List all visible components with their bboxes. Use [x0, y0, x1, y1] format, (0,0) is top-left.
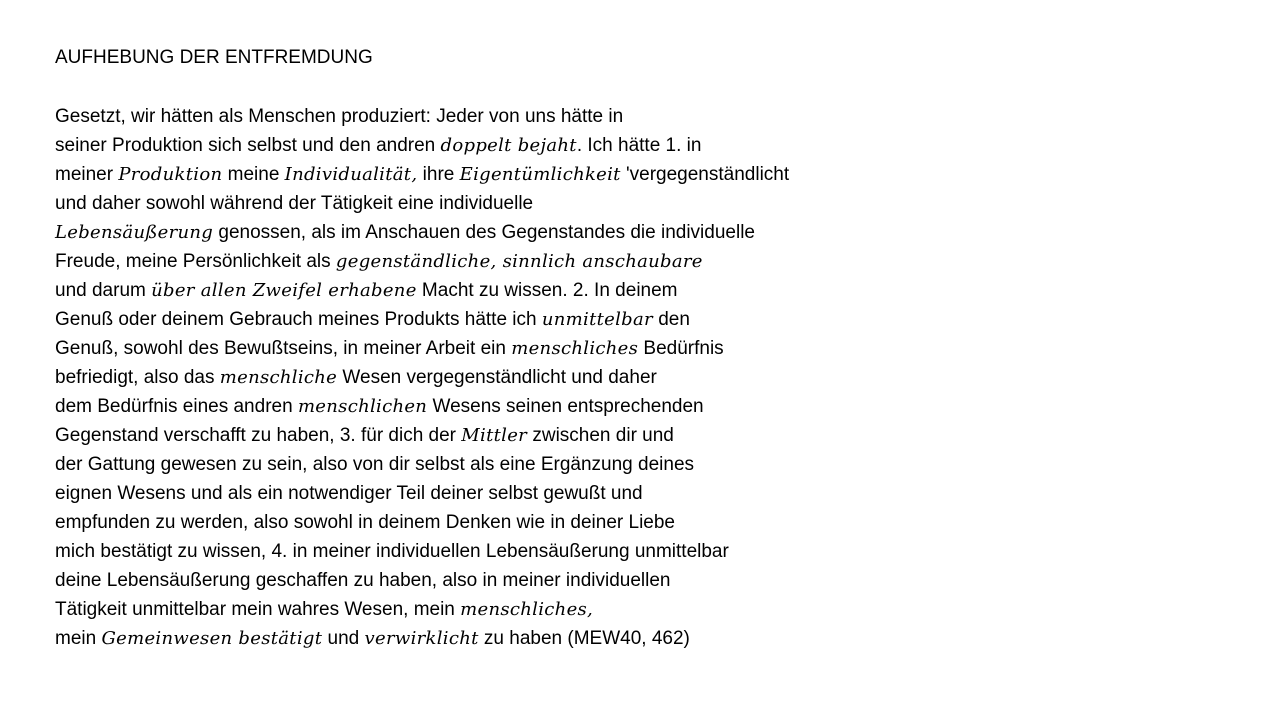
text-segment: . Ich hätte 1. in — [576, 135, 702, 156]
text-line — [55, 421, 1235, 450]
text-segment: und darum — [55, 280, 152, 301]
text-line — [55, 276, 1235, 305]
text-segment: der Gattung gewesen zu sein, also von dir selbst als eine Ergänzung deines — [55, 454, 695, 475]
text-segment: den — [652, 309, 690, 330]
text-segment: dem Bedürfnis eines andren — [55, 396, 298, 417]
text-segment: mein — [55, 628, 102, 649]
text-line — [55, 131, 1235, 160]
emphasized-text: Gemeinwesen bestätigt — [101, 628, 323, 649]
text-line — [55, 363, 1235, 392]
text-segment: Freude, meine Persönlichkeit als — [55, 251, 336, 272]
text-line — [55, 160, 1235, 189]
emphasized-text: unmittelbar — [541, 309, 653, 330]
text-line — [55, 479, 1235, 508]
text-line — [55, 508, 1235, 537]
emphasized-text: menschliches, — [460, 599, 594, 620]
text-segment: ihre — [417, 164, 460, 185]
text-segment: meine — [222, 164, 285, 185]
text-line — [55, 392, 1235, 421]
text-segment: Wesen vergegenständlicht und daher — [337, 367, 657, 388]
text-segment: Tätigkeit unmittelbar mein wahres Wesen, mein — [55, 599, 461, 620]
text-segment: empfunden zu werden, also sowohl in deinem Denken wie in deiner Liebe — [55, 512, 675, 533]
text-segment: Gegenstand verschafft zu haben, 3. für dich der — [55, 425, 462, 446]
text-segment: und — [322, 628, 365, 649]
emphasized-text: gegenständliche, sinnlich anschaubare — [335, 251, 703, 272]
text-segment: seiner Produktion sich selbst und den andren — [55, 135, 441, 156]
text-segment: befriedigt, also das — [55, 367, 220, 388]
text-line — [55, 566, 1235, 595]
emphasized-text: verwirklicht — [364, 628, 479, 649]
text-line — [55, 218, 1235, 247]
text-line — [55, 537, 1235, 566]
quote-body — [55, 102, 1235, 653]
text-segment: Wesens seinen entsprechenden — [427, 396, 704, 417]
text-line — [55, 595, 1235, 624]
text-segment: meiner — [55, 164, 119, 185]
text-segment: Genuß, sowohl des Bewußtseins, in meiner Arbeit ein — [55, 338, 512, 359]
emphasized-text: Produktion — [118, 164, 223, 185]
emphasized-text: Mittler — [461, 425, 528, 446]
emphasized-text: menschliches — [511, 338, 639, 359]
text-segment: Macht zu wissen. 2. In deinem — [416, 280, 678, 301]
text-line — [55, 334, 1235, 363]
text-segment: 'vergegenständlicht — [620, 164, 790, 185]
text-line — [55, 305, 1235, 334]
text-segment: mich bestätigt zu wissen, 4. in meiner individuellen Lebensäußerung unmittelbar — [55, 541, 729, 562]
text-segment: zwischen dir und — [527, 425, 674, 446]
emphasized-text: Eigentümlichkeit — [459, 164, 621, 185]
text-line — [55, 189, 1235, 218]
text-line — [55, 450, 1235, 479]
text-segment: zu haben (MEW40, 462) — [478, 628, 690, 649]
emphasized-text: Individualität, — [284, 164, 418, 185]
page-title: AUFHEBUNG DER ENTFREMDUNG — [55, 47, 373, 68]
text-segment: und daher sowohl während der Tätigkeit eine individuelle — [55, 193, 534, 214]
text-line — [55, 624, 1235, 653]
text-segment: Bedürfnis — [638, 338, 724, 359]
text-line — [55, 102, 1235, 131]
text-segment: deine Lebensäußerung geschaffen zu haben, also in meiner individuellen — [55, 570, 671, 591]
text-segment: eignen Wesens und als ein notwendiger Teil deiner selbst gewußt und — [55, 483, 643, 504]
text-segment: Gesetzt, wir hätten als Menschen produziert: Jeder von uns hätte in — [55, 106, 624, 127]
emphasized-text: menschlichen — [297, 396, 428, 417]
text-segment: genossen, als im Anschauen des Gegenstandes die individuelle — [213, 222, 755, 243]
emphasized-text: doppelt bejaht — [440, 135, 577, 156]
emphasized-text: über allen Zweifel erhabene — [151, 280, 417, 301]
text-segment: Genuß oder deinem Gebrauch meines Produkts hätte ich — [55, 309, 542, 330]
text-line — [55, 247, 1235, 276]
emphasized-text: Lebensäußerung — [55, 222, 214, 243]
emphasized-text: menschliche — [219, 367, 338, 388]
